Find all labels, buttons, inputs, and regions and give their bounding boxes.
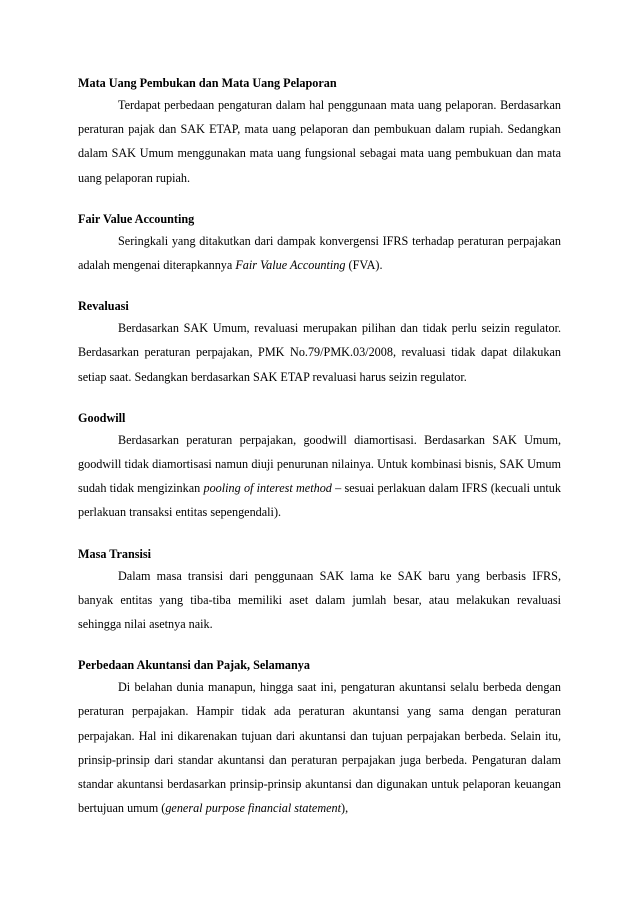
paragraph-text: Seringkali yang ditakutkan dari dampak konvergensi IFRS terhadap peraturan perpajakan adalah mengenai diterapkannya <box>78 233 561 273</box>
section-heading: Mata Uang Pembukan dan Mata Uang Pelaporan <box>78 76 337 90</box>
paragraph-text: Dalam masa transisi dari penggunaan SAK lama ke SAK baru yang berbasis IFRS, banyak entitas yang tiba-tiba memiliki aset dalam jumlah besar, atau melakukan revaluasi sehingga nilai asetnya naik. <box>78 568 561 632</box>
section-heading: Masa Transisi <box>78 546 152 561</box>
section-perbedaan-akuntansi-pajak <box>78 655 561 820</box>
section-heading: Fair Value Accounting <box>78 211 195 226</box>
section-paragraph <box>78 564 561 637</box>
paragraph-text: Berdasarkan SAK Umum, revaluasi merupakan pilihan dan tidak perlu seizin regulator. Berdasarkan peraturan perpajakan, PMK No.79/PMK.03/2008, revaluasi tidak dapat dilakukan setiap saat. Sedangkan berdasarkan SAK ETAP revaluasi harus seizin regulator. <box>78 321 561 384</box>
paragraph-italic-text: Fair Value Accounting <box>235 258 346 273</box>
section-mata-uang <box>78 73 561 190</box>
paragraph-italic-text: general purpose financial statement <box>165 801 342 816</box>
section-paragraph <box>78 428 561 525</box>
paragraph-italic-text: pooling of interest method <box>203 481 332 496</box>
paragraph-text: (FVA). <box>345 258 383 273</box>
section-heading: Perbedaan Akuntansi dan Pajak, Selamanya <box>78 658 310 673</box>
section-paragraph <box>78 229 561 277</box>
section-fair-value-accounting <box>78 209 561 277</box>
section-heading: Revaluasi <box>78 299 129 314</box>
section-masa-transisi <box>78 544 561 637</box>
section-paragraph <box>78 316 561 389</box>
paragraph-text: ), <box>341 801 349 816</box>
section-paragraph <box>78 93 561 190</box>
paragraph-text: Terdapat perbedaan pengaturan dalam hal penggunaan mata uang pelaporan. Berdasarkan peraturan pajak dan SAK ETAP, mata uang pelaporan dan pembukuan dalam rupiah. Sedangkan dalam SAK Umum menggunakan mata uang fungsional sebagai mata uang pembukuan dan mata uang pelaporan rupiah. <box>78 98 561 185</box>
section-goodwill <box>78 408 561 525</box>
paragraph-text: – sesuai perlakuan dalam IFRS (kecuali untuk perlakuan transaksi entitas sepengendali). <box>78 481 561 520</box>
section-revaluasi <box>78 296 561 389</box>
section-paragraph <box>78 675 561 820</box>
paragraph-text: Di belahan dunia manapun, hingga saat ini, pengaturan akuntansi selalu berbeda dengan peraturan perpajakan. Hampir tidak ada peraturan akuntansi yang sama dengan peraturan perpajakan. Hal ini dikarenakan tujuan dari akuntansi dan tujuan perpajakan berbeda. Selain itu, prinsip-prinsip dari standar akuntansi dan peraturan perpajakan juga berbeda. Pengaturan dalam standar akuntansi berdasarkan prinsip-prinsip akuntansi dan digunakan untuk pelaporan keuangan bertujuan umum ( <box>78 680 561 816</box>
document-page <box>78 73 561 839</box>
section-heading: Goodwill <box>78 410 126 425</box>
paragraph-text: Berdasarkan peraturan perpajakan, goodwill diamortisasi. Berdasarkan SAK Umum, goodwill tidak diamortisasi namun diuji penurunan nilainya. Untuk kombinasi bisnis, SAK Umum sudah tidak mengizinkan <box>78 432 561 496</box>
